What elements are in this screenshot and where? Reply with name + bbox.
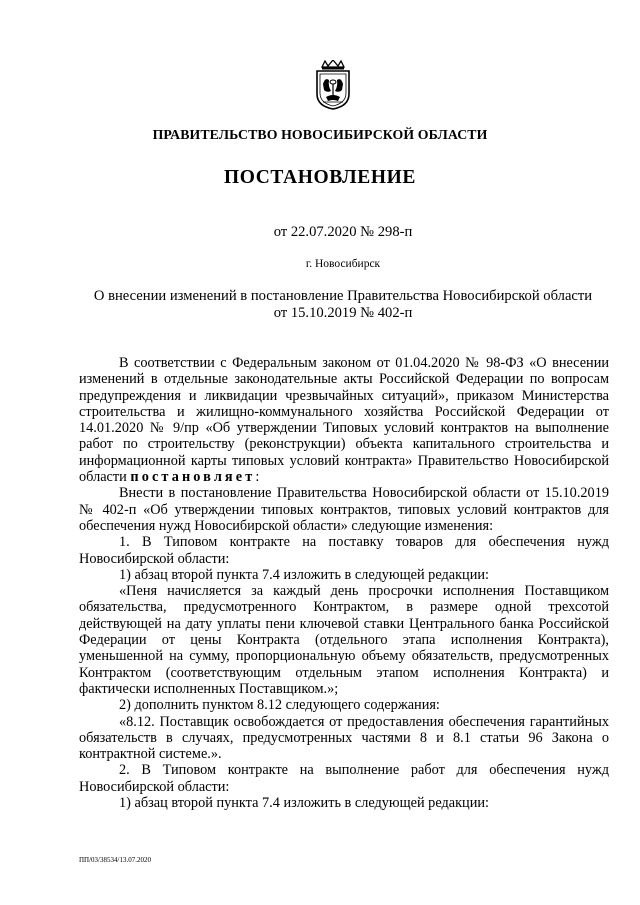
preamble-end: : xyxy=(255,469,260,486)
footer-code: ПП/03/38534/13.07.2020 xyxy=(79,856,151,864)
paragraph-2: Внести в постановление Правительства Новосибирской области от 15.10.2019 № 402-п «Об утверждении типовых контрактов, типовых условий контрактов для обеспечения нужд Новосибирской области» следующие изменения: xyxy=(79,485,609,534)
organization-title: ПРАВИТЕЛЬСТВО НОВОСИБИРСКОЙ ОБЛАСТИ xyxy=(152,127,488,142)
paragraph-4: 1) абзац второй пункта 7.4 изложить в следующей редакции: xyxy=(119,566,489,583)
subject-line-2: от 15.10.2019 № 402-п xyxy=(273,305,413,321)
paragraph-8: 2. В Типовом контракте на выполнение работ для обеспечения нужд Новосибирской области: xyxy=(79,762,609,795)
resolves-word: постановляет xyxy=(130,469,256,486)
document-city: г. Новосибирск xyxy=(305,258,381,270)
document-number: от 22.07.2020 № 298-п xyxy=(273,224,413,240)
paragraph-7: «8.12. Поставщик освобождается от предоставления обеспечения гарантийных обязательств в случаях, предусмотренных частями 8 и 8.1 статьи 96 Закона о контрактной системе.». xyxy=(79,713,609,763)
paragraph-5: «Пеня начисляется за каждый день просрочки исполнения Поставщиком обязательства, предусмотренного Контрактом, в размере одной трехсотой действующей на дату уплаты пени ключевой ставки Центрального банка Российской Федерации от цены Контракта (отдельного этапа исполнения Контракта), уменьшенной на сумму, пропорциональную объему обязательств, предусмотренных Контрактом (соответствующим отдельным этапом исполнения Контракта) и фактически исполненных Поставщиком.»; xyxy=(79,583,609,697)
preamble-text: В соответствии с Федеральным законом от 01.04.2020 № 98-ФЗ «О внесении изменений в отдельные законодательные акты Российской Федерации по вопросам предупреждения и ликвидации чрезвычайных ситуаций», приказом Министерства строительства и жилищно-коммунального хозяйства Российской Федерации от 14.01.2020 № 9/пр «Об утверждении Типовых условий контрактов на выполнение работ по строительству (реконструкции) объекта капитального строительства и информационной карты типовых условий контракта» Правительство Новосибирской области xyxy=(79,355,609,486)
paragraph-6: 2) дополнить пунктом 8.12 следующего содержания: xyxy=(119,697,440,714)
document-subject xyxy=(0,288,640,322)
document-body xyxy=(79,355,609,811)
coat-of-arms-icon xyxy=(314,60,352,110)
paragraph-9: 1) абзац второй пункта 7.4 изложить в следующей редакции: xyxy=(119,795,489,812)
document-type-title: ПОСТАНОВЛЕНИЕ xyxy=(223,167,417,188)
subject-line-1: О внесении изменений в постановление Правительства Новосибирской области xyxy=(93,288,593,304)
paragraph-preamble xyxy=(79,355,609,485)
paragraph-3: 1. В Типовом контракте на поставку товаров для обеспечения нужд Новосибирской области: xyxy=(79,534,609,567)
